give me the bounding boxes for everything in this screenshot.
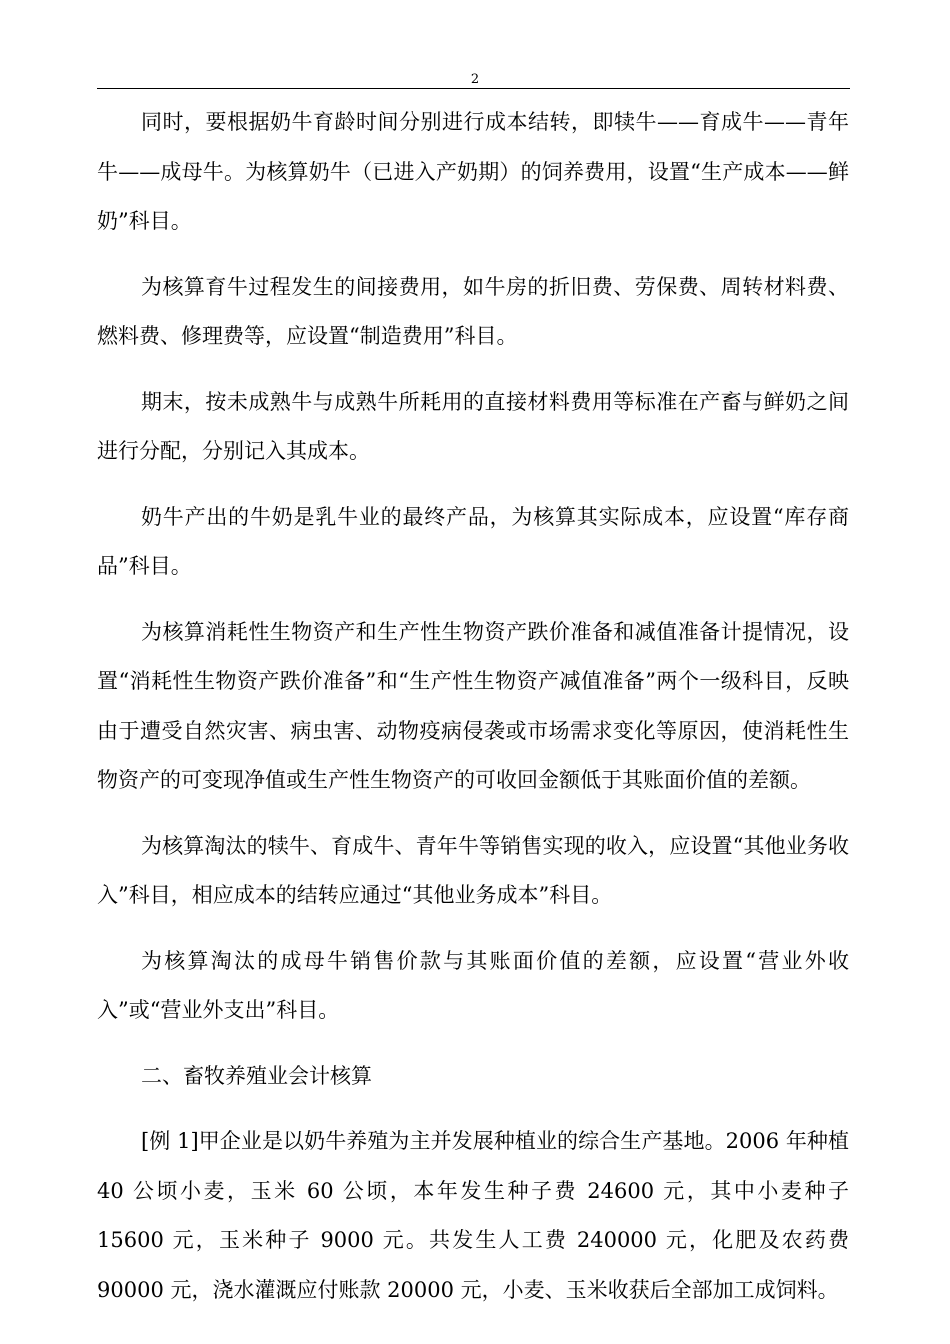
paragraph-other-business-income: 为核算淘汰的犊牛、育成牛、青年牛等销售实现的收入，应设置“其他业务收入”科目，相应成本的结转应通过“其他业务成本”科目。 — [97, 833, 849, 907]
paragraph-inventory-goods: 奶牛产出的牛奶是乳牛业的最终产品，为核算其实际成本，应设置“库存商品”科目。 — [97, 504, 849, 578]
paragraph-cost-transfer: 同时，要根据奶牛育龄时间分别进行成本结转，即犊牛——育成牛——青年牛——成母牛。为核算奶牛（已进入产奶期）的饲养费用，设置“生产成本——鲜奶”科目。 — [97, 110, 849, 233]
paragraph-non-operating: 为核算淘汰的成母牛销售价款与其账面价值的差额，应设置“营业外收入”或“营业外支出”科目。 — [97, 948, 849, 1022]
section-heading: 二、畜牧养殖业会计核算 — [141, 1063, 372, 1088]
document-body — [97, 98, 849, 1331]
paragraph-example-1: [例 1]甲企业是以奶牛养殖为主并发展种植业的综合生产基地。2006 年种植 40 公顷小麦，玉米 60 公顷，本年发生种子费 24600 元，其中小麦种子 15600 元，玉米种子 9000 元。共发生人工费 240000 元，化肥及农药费 90000 元，浇水灌溉应付账款 20000 元，小麦、玉米收获后全部加工成饲料。 — [97, 1129, 849, 1302]
paragraph-impairment-reserve: 为核算消耗性生物资产和生产性生物资产跌价准备和减值准备计提情况，设置“消耗性生物资产跌价准备”和“生产性生物资产减值准备”两个一级科目，反映由于遭受自然灾害、病虫害、动物疫病侵袭或市场需求变化等原因，使消耗性生物资产的可变现净值或生产性生物资产的可收回金额低于其账面价值的差额。 — [97, 619, 849, 792]
page-number: 2 — [470, 72, 480, 87]
paragraph-manufacturing-overhead: 为核算育牛过程发生的间接费用，如牛房的折旧费、劳保费、周转材料费、燃料费、修理费等，应设置“制造费用”科目。 — [97, 274, 849, 348]
paragraph-period-end-allocation: 期末，按未成熟牛与成熟牛所耗用的直接材料费用等标准在产畜与鲜奶之间进行分配，分别记入其成本。 — [97, 389, 849, 463]
header-rule — [97, 88, 850, 89]
